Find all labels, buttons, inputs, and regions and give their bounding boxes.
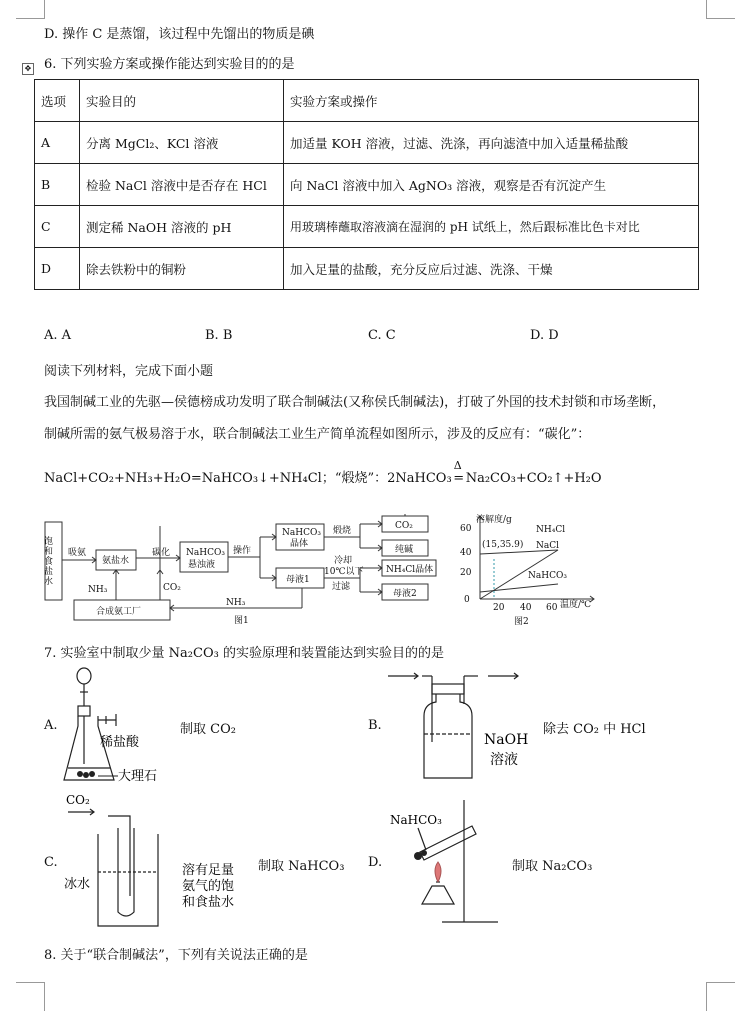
fig2-ytick: 20 (460, 568, 472, 578)
fig2-xtick: 20 (493, 603, 505, 613)
q8-stem: 8. 关于“联合制碱法”，下列有关说法正确的是 (44, 948, 308, 963)
apparatus-b-wash-bottle (388, 664, 528, 788)
fig2-ytick: 40 (460, 548, 472, 558)
apparatus-c-label-1: 溶有足量 (182, 863, 235, 878)
table-row (35, 80, 699, 122)
fig1-co2-label: CO₂ (163, 583, 181, 593)
apparatus-d-label: NaHCO₃ (390, 813, 442, 827)
table-cell-option: D (35, 248, 80, 290)
q6-choice-b: B. B (205, 328, 233, 343)
apparatus-c-beaker (58, 788, 258, 936)
fig1-crystal-1: NaHCO₃ (282, 528, 321, 538)
q7-c-desc: 制取 NaHCO₃ (258, 859, 345, 874)
fig1-caption: 图1 (234, 616, 249, 626)
table-move-handle[interactable]: ✥ (22, 63, 34, 75)
apparatus-c-label-icewater: 冰水 (64, 877, 91, 892)
crop-mark-top-left (16, 0, 45, 19)
fig1-absorb-nh3: 吸氨 (68, 548, 87, 558)
q5-option-d: D. 操作 C 是蒸馏，该过程中先馏出的物质是碘 (44, 27, 315, 42)
table-cell-option: C (35, 206, 80, 248)
fig1-crystal-2: 晶体 (290, 539, 309, 549)
fig1-operation: 操作 (233, 546, 252, 556)
fig2-xlabel: 温度/℃ (560, 600, 592, 610)
fig2-caption: 图2 (514, 617, 529, 627)
table-cell-goal: 分离 MgCl₂、KCl 溶液 (80, 122, 284, 164)
fig2-point-label: (15,35.9) (482, 540, 524, 550)
fig1-mother-1: 母液1 (286, 575, 310, 585)
table-cell-method: 加入足量的盐酸，充分反应后过滤、洗涤、干燥 (284, 248, 699, 290)
table-row (35, 248, 699, 290)
fig2-ytick: 60 (460, 524, 472, 534)
q6-choice-c: C. C (368, 328, 396, 343)
table-row (35, 206, 699, 248)
fig1-soda-box: 纯碱 (395, 545, 414, 555)
q7-d-letter: D. (368, 855, 383, 870)
apparatus-a-flask (58, 664, 170, 788)
apparatus-c-gas-label: CO₂ (66, 793, 90, 807)
apparatus-b-label-solution: 溶液 (490, 752, 518, 768)
table-cell-option: A (35, 122, 80, 164)
fig2-ytick: 0 (464, 595, 470, 605)
q6-choice-d: D. D (530, 328, 559, 343)
table-cell-goal: 测定稀 NaOH 溶液的 pH (80, 206, 284, 248)
table-cell-goal: 除去铁粉中的铜粉 (80, 248, 284, 290)
q6-choice-a: A. A (44, 328, 72, 343)
q7-c-letter: C. (44, 855, 58, 870)
fig2-xtick: 60 (546, 603, 558, 613)
q6-table (34, 79, 699, 290)
equation-calcine: Na₂CO₃+CO₂↑+H₂O (465, 471, 602, 486)
fig1-brine-label: 饱和食盐水 (42, 536, 52, 586)
material-para-1: 我国制碱工业的先驱—侯德榜成功发明了联合制碱法(又称侯氏制碱法)，打破了外国的技术封锁和市场垄断， (44, 395, 666, 410)
fig1-cool-2: 10℃以下 (324, 567, 364, 577)
q7-b-desc: 除去 CO₂ 中 HCl (543, 722, 646, 737)
material-intro: 阅读下列材料，完成下面小题 (44, 364, 214, 379)
q7-a-desc: 制取 CO₂ (180, 722, 236, 737)
crop-mark-bottom-right (706, 982, 735, 1011)
fig2-xtick: 40 (520, 603, 532, 613)
fig1-suspension-2: 悬浊液 (188, 560, 216, 570)
figure-2-solubility-chart (454, 510, 604, 630)
fig1-co2-box: CO₂ (395, 521, 413, 531)
crop-mark-top-right (706, 0, 735, 19)
table-cell-option: B (35, 164, 80, 206)
crop-mark-bottom-left (16, 982, 45, 1011)
table-cell-method: 用玻璃棒蘸取溶液滴在湿润的 pH 试纸上，然后跟标准比色卡对比 (284, 206, 699, 248)
fig1-ammonia-brine: 氨盐水 (102, 556, 130, 566)
fig1-carbonize: 碳化 (152, 548, 171, 558)
fig2-series-label: NaCl (536, 541, 560, 551)
table-header-goal: 实验目的 (80, 80, 284, 122)
apparatus-c-label-3: 和食盐水 (182, 895, 235, 910)
fig1-cool-3: 过滤 (332, 582, 351, 592)
fig1-cool-1: 冷却 (334, 556, 353, 566)
table-row (35, 122, 699, 164)
figure-1-flowchart (40, 514, 440, 626)
equation-condition: Δ (453, 459, 462, 472)
fig1-mother-2: 母液2 (393, 589, 417, 599)
table-row (35, 164, 699, 206)
equation-carbonize: NaCl+CO₂+NH₃+H₂O=NaHCO₃↓+NH₄Cl；“煅烧”：2NaHCO₃ (44, 471, 452, 486)
apparatus-d-burner (388, 796, 508, 930)
fig2-ylabel: 溶解度/g (476, 515, 512, 525)
q7-d-desc: 制取 Na₂CO₃ (512, 859, 593, 874)
q7-stem: 7. 实验室中制取少量 Na₂CO₃ 的实验原理和装置能达到实验目的的是 (44, 646, 444, 661)
table-header-method: 实验方案或操作 (284, 80, 699, 122)
table-cell-goal: 检验 NaCl 溶液中是否存在 HCl (80, 164, 284, 206)
fig2-series-label: NaHCO₃ (528, 571, 567, 581)
table-cell-method: 加适量 KOH 溶液，过滤、洗涤，再向滤渣中加入适量稀盐酸 (284, 122, 699, 164)
fig1-calcine: 煅烧 (333, 526, 352, 536)
fig1-nh3-label-b: NH₃ (226, 598, 246, 608)
fig1-nh3-label-a: NH₃ (88, 585, 108, 595)
apparatus-a-label-acid: 稀盐酸 (100, 735, 140, 750)
apparatus-b-label-naoh: NaOH (484, 732, 528, 748)
material-equation: NaCl+CO₂+NH₃+H₂O=NaHCO₃↓+NH₄Cl；“煅烧”：2NaHCO₃ Δ = Na₂CO₃+CO₂↑+H₂O (44, 459, 602, 486)
apparatus-a-label-marble: 大理石 (118, 769, 158, 784)
q7-b-letter: B. (368, 718, 382, 733)
fig1-ammonia-plant: 合成氨工厂 (96, 607, 142, 617)
q7-a-letter: A. (44, 718, 58, 733)
table-header-option: 选项 (35, 80, 80, 122)
q6-stem: 6. 下列实验方案或操作能达到实验目的的是 (44, 57, 295, 72)
fig1-suspension-1: NaHCO₃ (186, 548, 225, 558)
apparatus-c-label-2: 氨气的饱 (182, 879, 235, 894)
fig1-nh4cl-box: NH₄Cl晶体 (386, 565, 434, 575)
nahco3-curve (480, 584, 558, 592)
material-para-2: 制碱所需的氨气极易溶于水，联合制碱法工业生产简单流程如图所示，涉及的反应有：“碳化”： (44, 427, 591, 442)
fig2-series-label: NH₄Cl (536, 525, 566, 535)
table-cell-method: 向 NaCl 溶液中加入 AgNO₃ 溶液，观察是否有沉淀产生 (284, 164, 699, 206)
